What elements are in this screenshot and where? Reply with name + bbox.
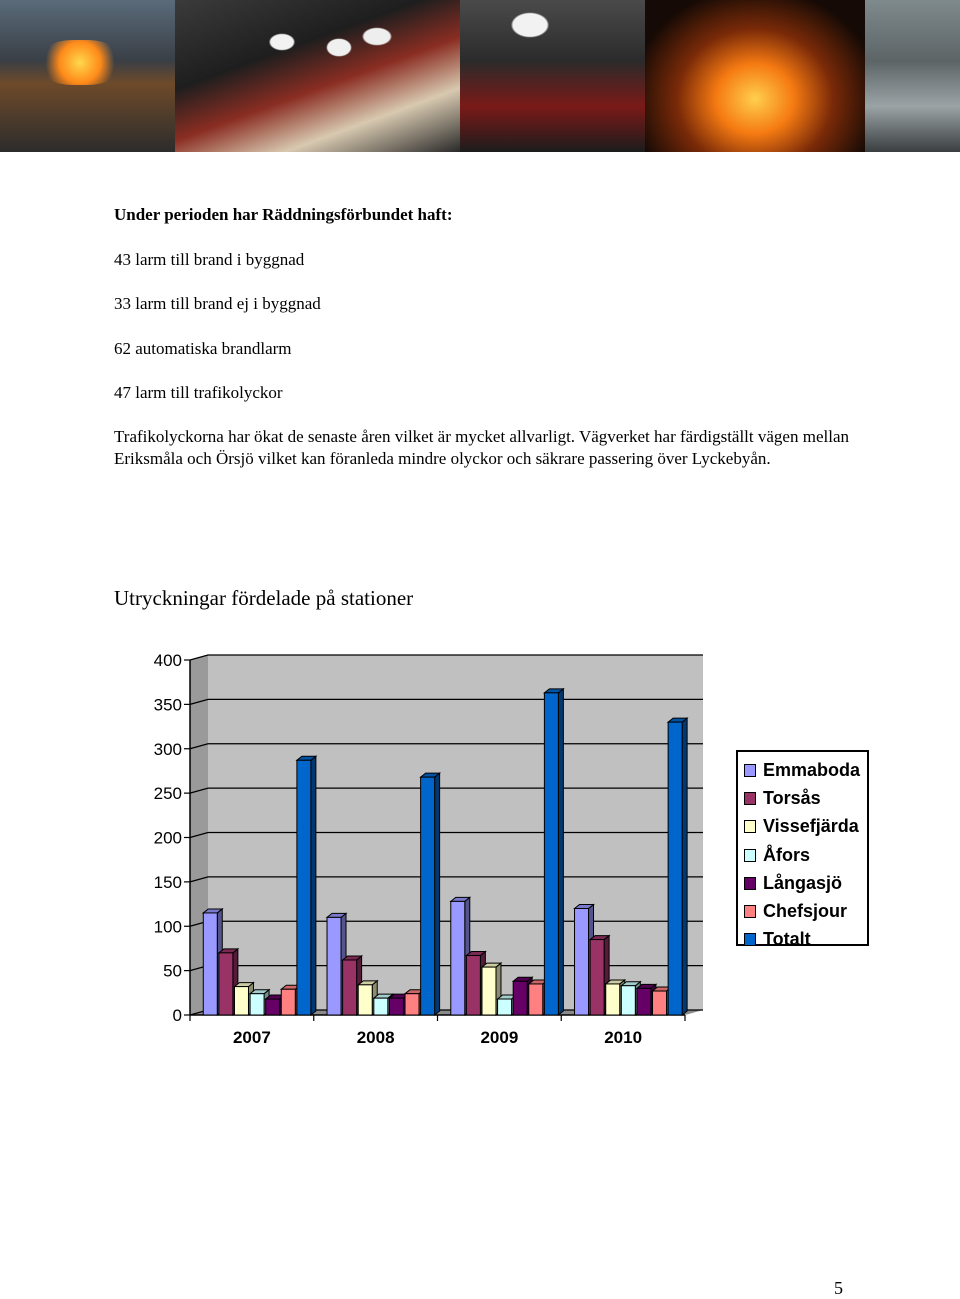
bar-face: [203, 913, 217, 1015]
legend-label: Långasjö: [763, 872, 843, 893]
summary-item: 33 larm till brand ej i byggnad: [114, 294, 321, 313]
bar-face: [281, 989, 295, 1015]
bar-face: [653, 991, 667, 1015]
legend-swatch: [744, 764, 756, 777]
bar: [668, 718, 687, 1015]
legend-label: Åfors: [763, 844, 811, 865]
y-tick-label: 150: [153, 872, 182, 892]
bar-face: [575, 909, 589, 1016]
bar-face: [266, 999, 280, 1015]
bar-face: [297, 760, 311, 1015]
legend-label: Vissefjärda: [763, 816, 859, 837]
x-tick-label: 2009: [480, 1028, 519, 1047]
y-tick-label: 300: [153, 739, 182, 759]
bar-side: [682, 718, 687, 1015]
traffic-accident-paragraph: Trafikolyckorna har ökat de senaste åren vilket är mycket allvarligt. Vägverket har färdigställt vägen mellan Eriksmåla och Örsjö vilket kan föranleda mindre olyckor och säkrare passering över Lyckebyån.: [114, 427, 849, 468]
bar-face: [668, 722, 682, 1015]
y-tick-label: 250: [153, 784, 182, 804]
car-fire-photo: [0, 0, 175, 152]
legend-swatch: [744, 933, 756, 946]
summary-item: 62 automatiska brandlarm: [114, 339, 292, 358]
bar-face: [374, 998, 388, 1015]
x-tick-label: 2010: [604, 1028, 643, 1047]
bar-face: [590, 940, 604, 1015]
bar-face: [637, 988, 651, 1015]
legend-item: [744, 926, 867, 954]
page-number: 5: [834, 1278, 843, 1298]
chart-legend: [736, 750, 869, 950]
bar-face: [544, 693, 558, 1015]
legend-swatch: [744, 792, 756, 805]
bar-face: [405, 994, 419, 1015]
chart-title: Utryckningar fördelade på stationer: [114, 586, 414, 610]
legend-item: [744, 813, 867, 841]
bar: [297, 756, 316, 1015]
bar-face: [466, 956, 480, 1015]
header-photo-banner: [0, 0, 960, 152]
bar-face: [606, 984, 620, 1015]
legend-label: Totalt: [763, 929, 811, 950]
bar-face: [529, 984, 543, 1015]
bar-face: [358, 985, 372, 1015]
firefighter-helmet-photo: [460, 0, 645, 152]
crashed-car-photo: [865, 0, 960, 152]
bar-face: [343, 960, 357, 1015]
bar-face: [250, 994, 264, 1015]
bar: [544, 689, 563, 1015]
legend-swatch: [744, 820, 756, 833]
x-tick-label: 2007: [232, 1028, 271, 1047]
bar-face: [421, 777, 435, 1015]
legend-label: Torsås: [763, 787, 821, 808]
y-tick-label: 100: [153, 917, 182, 937]
legend-item: [744, 784, 867, 812]
firefighters-rescue-photo: [175, 0, 460, 152]
bar-face: [234, 987, 248, 1015]
x-tick-label: 2008: [356, 1028, 395, 1047]
bar-face: [219, 953, 233, 1015]
bar-side: [435, 773, 440, 1015]
summary-heading: Under perioden har Räddningsförbundet haft:: [114, 205, 453, 224]
summary-item: 47 larm till trafikolyckor: [114, 383, 283, 402]
y-tick-label: 400: [153, 651, 182, 670]
y-tick-label: 0: [172, 1006, 182, 1025]
legend-swatch: [744, 877, 756, 890]
y-tick-label: 50: [163, 961, 182, 981]
legend-item: [744, 841, 867, 869]
summary-item: 43 larm till brand i byggnad: [114, 250, 305, 269]
bar-face: [389, 998, 403, 1015]
legend-item: [744, 869, 867, 897]
bar-face: [513, 981, 527, 1015]
bar-face: [482, 967, 496, 1015]
bar-face: [621, 986, 635, 1015]
legend-swatch: [744, 849, 756, 862]
legend-item: [744, 897, 867, 925]
legend-label: Emmaboda: [763, 759, 861, 780]
legend-label: Chefsjour: [763, 901, 848, 922]
y-tick-label: 200: [153, 828, 182, 848]
legend-item: [744, 756, 867, 784]
bar-side: [558, 689, 563, 1015]
house-fire-photo: [645, 0, 865, 152]
bar-face: [451, 901, 465, 1015]
bar: [421, 773, 440, 1015]
bar-side: [311, 756, 316, 1015]
bar-face: [327, 917, 341, 1015]
bar-face: [498, 999, 512, 1015]
legend-swatch: [744, 905, 756, 918]
y-tick-label: 350: [153, 695, 182, 715]
bar-chart: [140, 645, 720, 1055]
